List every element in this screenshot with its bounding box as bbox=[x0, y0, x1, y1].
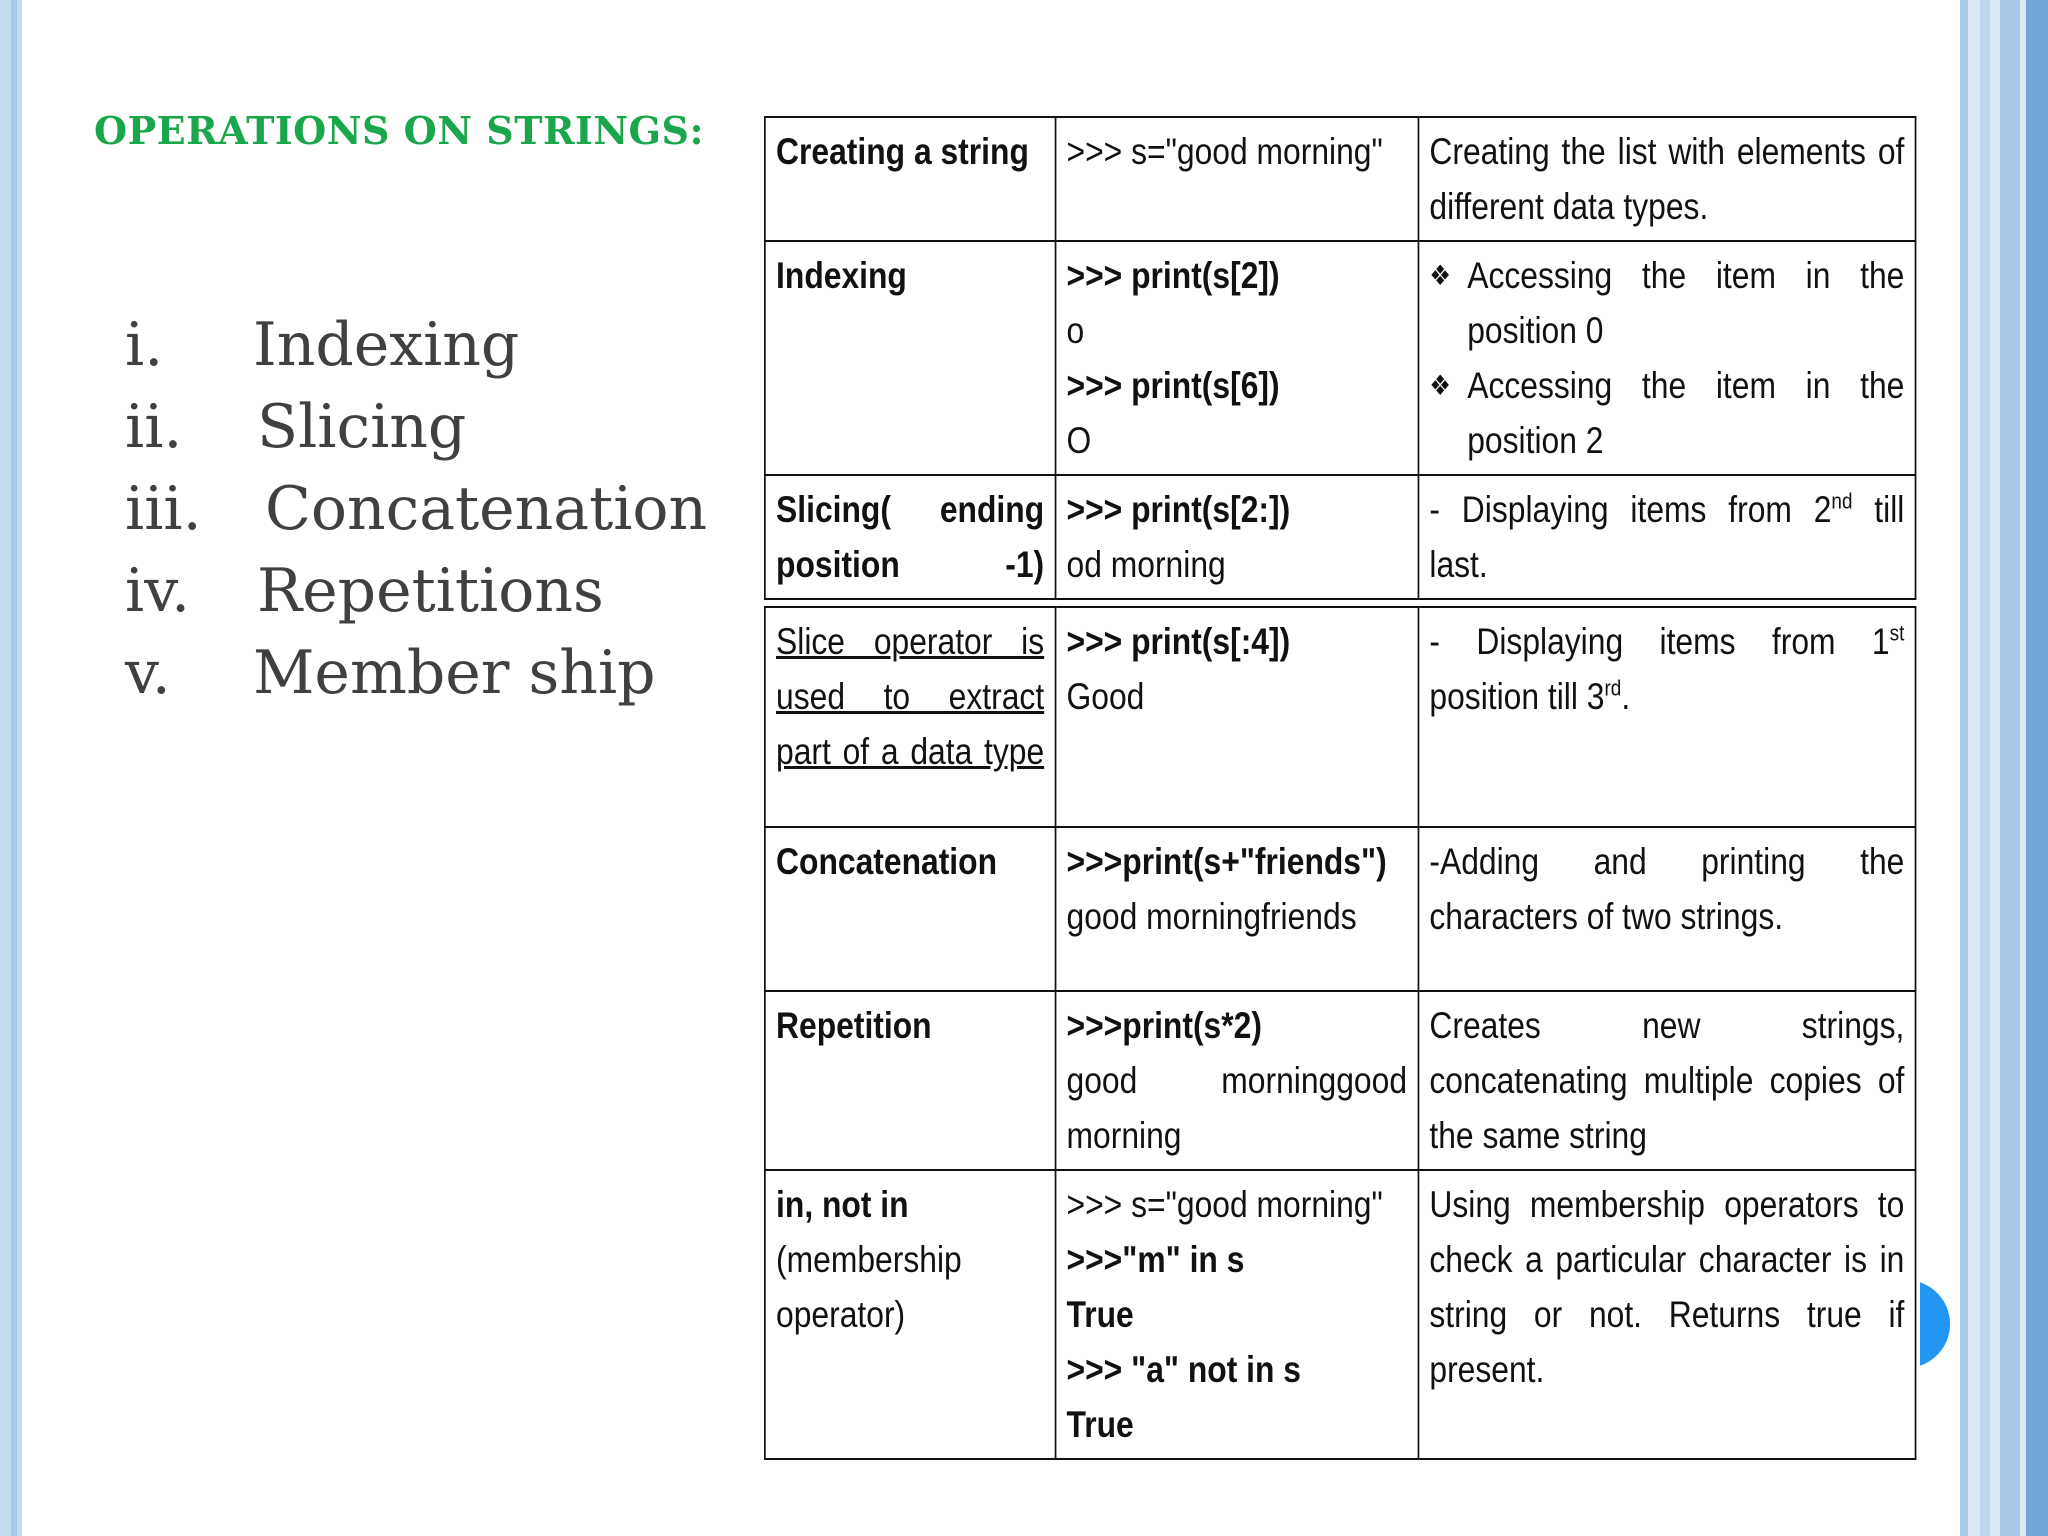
code-line: good morninggood morning bbox=[1066, 1060, 1408, 1156]
description-cell bbox=[1418, 607, 1915, 827]
table-row bbox=[765, 607, 1916, 827]
topic-item bbox=[125, 386, 707, 468]
code-line: >>> print(s[2:]) bbox=[1066, 489, 1291, 530]
topic-list bbox=[125, 304, 707, 714]
operation-cell: Concatenation bbox=[765, 827, 1055, 991]
code-line: >>>"m" in s bbox=[1066, 1239, 1245, 1280]
topic-label: Concatenation bbox=[265, 474, 708, 544]
code-line: >>>print(s*2) bbox=[1066, 1005, 1262, 1046]
code-line: True bbox=[1066, 1294, 1134, 1335]
operation-cell: Slicing( ending position -1) bbox=[765, 475, 1055, 599]
topic-item bbox=[125, 550, 707, 632]
code-cell bbox=[1055, 991, 1418, 1170]
ordinal-suffix: nd bbox=[1831, 488, 1853, 514]
operations-table bbox=[764, 116, 1916, 1460]
code-line: >>> print(s[2]) bbox=[1066, 255, 1280, 296]
topic-number: v. bbox=[125, 638, 171, 708]
code-line: good morningfriends bbox=[1066, 896, 1357, 937]
description-text: - Displaying items from 1 bbox=[1429, 621, 1890, 662]
topic-item bbox=[125, 632, 707, 714]
description-cell: -Adding and printing the characters of two strings. bbox=[1418, 827, 1915, 991]
operation-cell: Slice operator is used to extract part of a data type bbox=[765, 607, 1055, 827]
table-row bbox=[765, 991, 1916, 1170]
code-line: >>> print(s[:4]) bbox=[1066, 621, 1291, 662]
topic-number: iv. bbox=[125, 556, 191, 626]
code-cell bbox=[1055, 117, 1418, 241]
operation-label: in, not in bbox=[776, 1184, 909, 1225]
description-text: - Displaying items from 2 bbox=[1429, 489, 1832, 530]
description-bullet: ❖ Accessing the item in the position 2 bbox=[1429, 358, 1904, 468]
description-cell: Using membership operators to check a particular character is in string or not. Returns true if present. bbox=[1418, 1170, 1915, 1459]
table-gap bbox=[765, 599, 1916, 607]
topic-number: iii. bbox=[125, 474, 202, 544]
slide-title: OPERATIONS ON STRINGS: bbox=[94, 108, 704, 153]
topic-label: Slicing bbox=[257, 392, 467, 462]
code-line: od morning bbox=[1066, 544, 1226, 585]
code-cell bbox=[1055, 827, 1418, 991]
topic-item bbox=[125, 468, 707, 550]
description-bullet: ❖ Accessing the item in the position 0 bbox=[1429, 248, 1904, 358]
code-line: Good bbox=[1066, 676, 1145, 717]
topic-label: Repetitions bbox=[257, 556, 604, 626]
slide-frame-left bbox=[0, 0, 22, 1536]
table-row bbox=[765, 475, 1916, 599]
table-row bbox=[765, 827, 1916, 991]
code-line: O bbox=[1066, 420, 1092, 461]
ordinal-suffix: rd bbox=[1604, 675, 1622, 701]
description-cell bbox=[1418, 475, 1915, 599]
code-line: True bbox=[1066, 1404, 1134, 1445]
operation-cell bbox=[765, 1170, 1055, 1459]
topic-item bbox=[125, 304, 707, 386]
code-line: >>> "a" not in s bbox=[1066, 1349, 1301, 1390]
description-text: position till 3 bbox=[1429, 676, 1605, 717]
code-cell bbox=[1055, 475, 1418, 599]
table-row bbox=[765, 117, 1916, 241]
operations-table-image bbox=[760, 90, 1920, 1445]
operation-cell: Creating a string bbox=[765, 117, 1055, 241]
code-line: >>>print(s+"friends") bbox=[1066, 841, 1387, 882]
description-cell: Creates new strings, concatenating multiple copies of the same string bbox=[1418, 991, 1915, 1170]
topic-number: i. bbox=[125, 310, 164, 380]
code-line: >>> s="good morning" bbox=[1066, 131, 1383, 172]
description-text: . bbox=[1621, 676, 1631, 717]
code-line: >>> s="good morning" bbox=[1066, 1184, 1383, 1225]
operation-cell: Indexing bbox=[765, 241, 1055, 475]
description-cell: Creating the list with elements of different data types. bbox=[1418, 117, 1915, 241]
code-line: >>> print(s[6]) bbox=[1066, 365, 1280, 406]
code-cell bbox=[1055, 241, 1418, 475]
operation-cell: Repetition bbox=[765, 991, 1055, 1170]
topic-number: ii. bbox=[125, 392, 183, 462]
table-row bbox=[765, 241, 1916, 475]
ordinal-suffix: st bbox=[1889, 620, 1905, 646]
code-cell bbox=[1055, 607, 1418, 827]
table-row bbox=[765, 1170, 1916, 1459]
topic-label: Indexing bbox=[253, 310, 520, 380]
code-line: o bbox=[1066, 310, 1085, 351]
slide-frame-right bbox=[1960, 0, 2048, 1536]
description-text: till last. bbox=[1429, 489, 1905, 585]
description-cell bbox=[1418, 241, 1915, 475]
code-cell bbox=[1055, 1170, 1418, 1459]
operation-note: (membership operator) bbox=[776, 1239, 962, 1335]
topic-label: Member ship bbox=[253, 638, 656, 708]
